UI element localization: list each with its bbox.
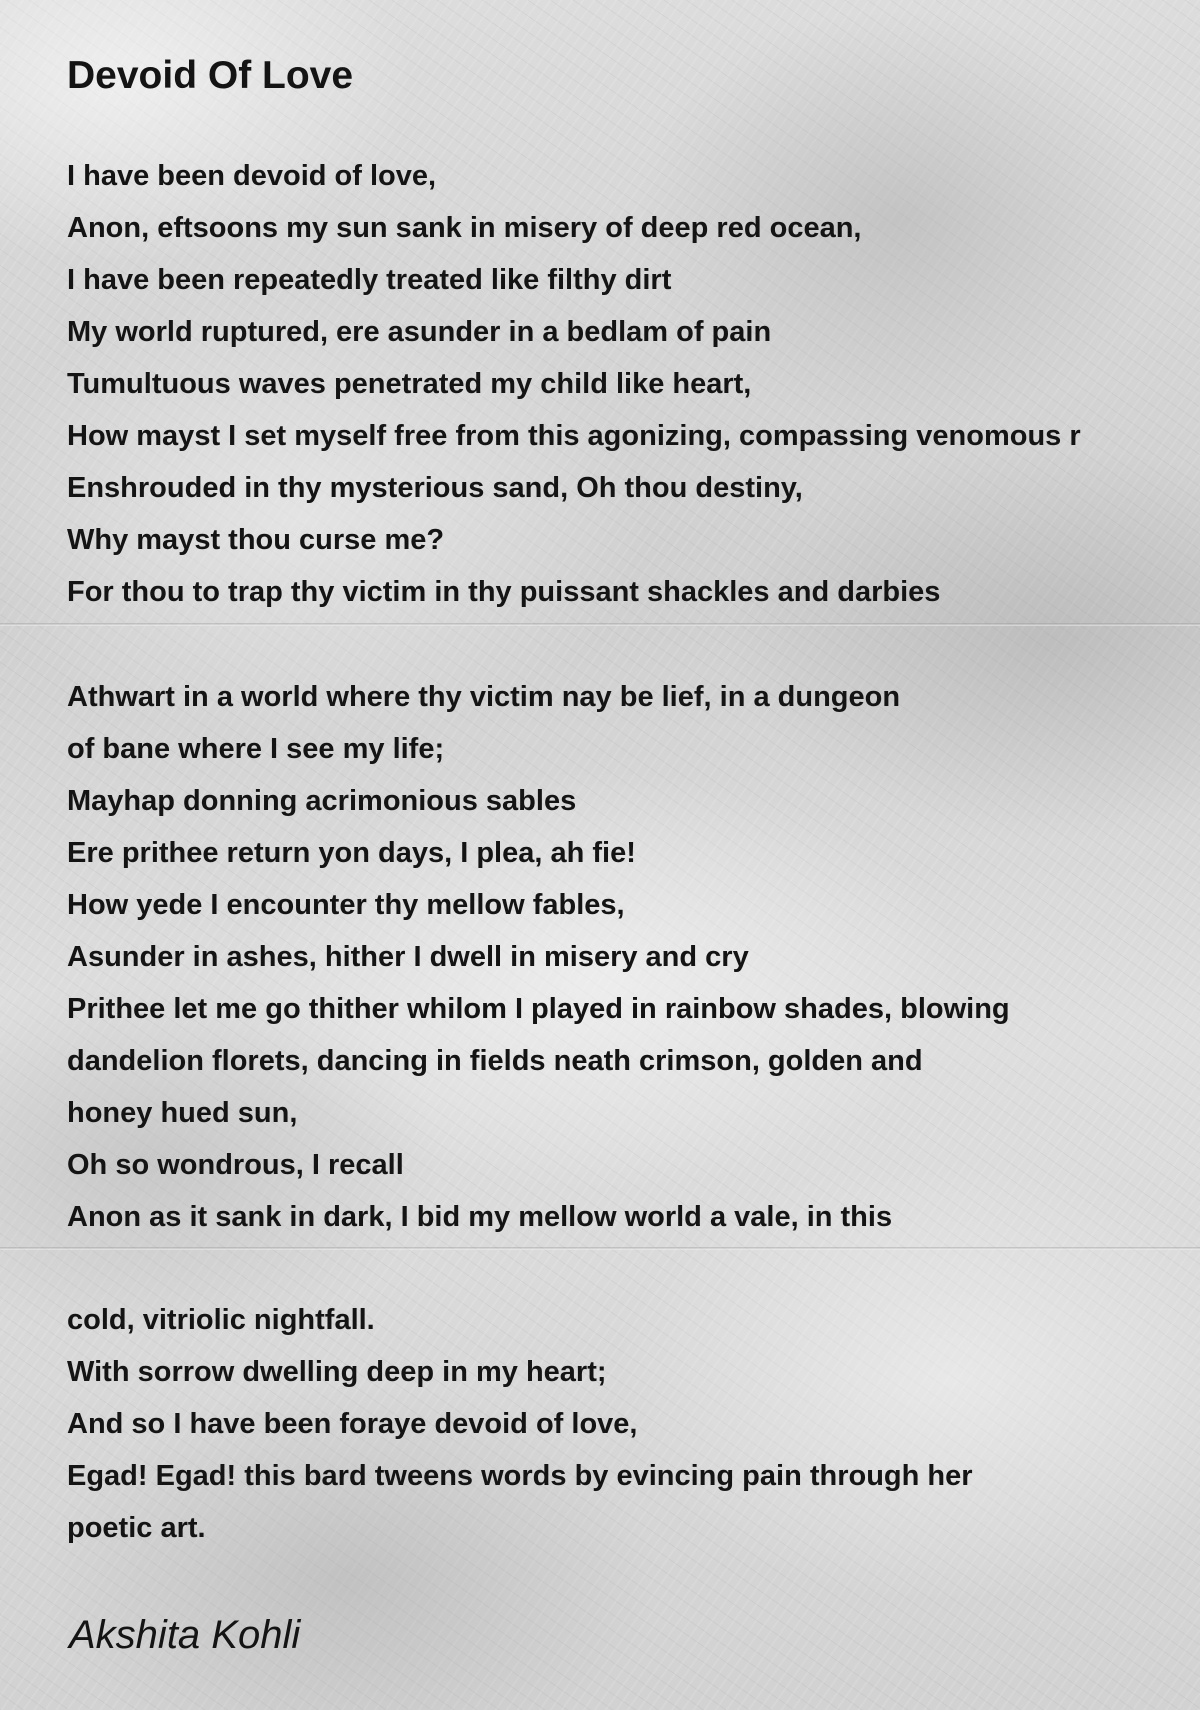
poem-line: Prithee let me go thither whilom I played in rainbow shades, blowing — [67, 993, 1010, 1025]
poem-line: Asunder in ashes, hither I dwell in misery and cry — [67, 941, 749, 973]
poem-title: Devoid Of Love — [67, 54, 354, 97]
panel-seam — [0, 623, 1200, 626]
stanza-1 — [67, 150, 1200, 618]
poem-line: How yede I encounter thy mellow fables, — [67, 889, 625, 921]
poem-line: Oh so wondrous, I recall — [67, 1149, 404, 1181]
poem-line: How mayst I set myself free from this agonizing, compassing venomous r — [67, 420, 1081, 452]
poem-line: Why mayst thou curse me? — [67, 524, 445, 556]
poem-line: Athwart in a world where thy victim nay be lief, in a dungeon — [67, 681, 901, 713]
poem-line: And so I have been foraye devoid of love, — [67, 1408, 638, 1440]
poem-line: dandelion florets, dancing in fields neath crimson, golden and — [67, 1045, 923, 1077]
poem-line: cold, vitriolic nightfall. — [67, 1304, 375, 1336]
poem-line: honey hued sun, — [67, 1097, 298, 1129]
poem-line: My world ruptured, ere asunder in a bedlam of pain — [67, 316, 772, 348]
poem-line: Ere prithee return yon days, I plea, ah fie! — [67, 837, 636, 869]
poem-line: For thou to trap thy victim in thy puissant shackles and darbies — [67, 576, 941, 608]
poem-line: I have been devoid of love, — [67, 160, 437, 192]
poem-line: I have been repeatedly treated like filthy dirt — [67, 264, 672, 296]
stanza-2 — [67, 671, 1200, 1243]
poem-line: Mayhap donning acrimonious sables — [67, 785, 577, 817]
poem-line: Anon as it sank in dark, I bid my mellow world a vale, in this — [67, 1201, 893, 1233]
poem-line: Enshrouded in thy mysterious sand, Oh thou destiny, — [67, 472, 803, 504]
poem-line: With sorrow dwelling deep in my heart; — [67, 1356, 607, 1388]
author-name: Akshita Kohli — [69, 1613, 301, 1657]
poem-line: Tumultuous waves penetrated my child like heart, — [67, 368, 752, 400]
poem-line: Egad! Egad! this bard tweens words by evincing pain through her — [67, 1460, 973, 1492]
panel-seam — [0, 1247, 1200, 1250]
poem-line: poetic art. — [67, 1512, 206, 1544]
poem-line: Anon, eftsoons my sun sank in misery of deep red ocean, — [67, 212, 862, 244]
stanza-3 — [67, 1294, 1200, 1554]
poem-line: of bane where I see my life; — [67, 733, 445, 765]
